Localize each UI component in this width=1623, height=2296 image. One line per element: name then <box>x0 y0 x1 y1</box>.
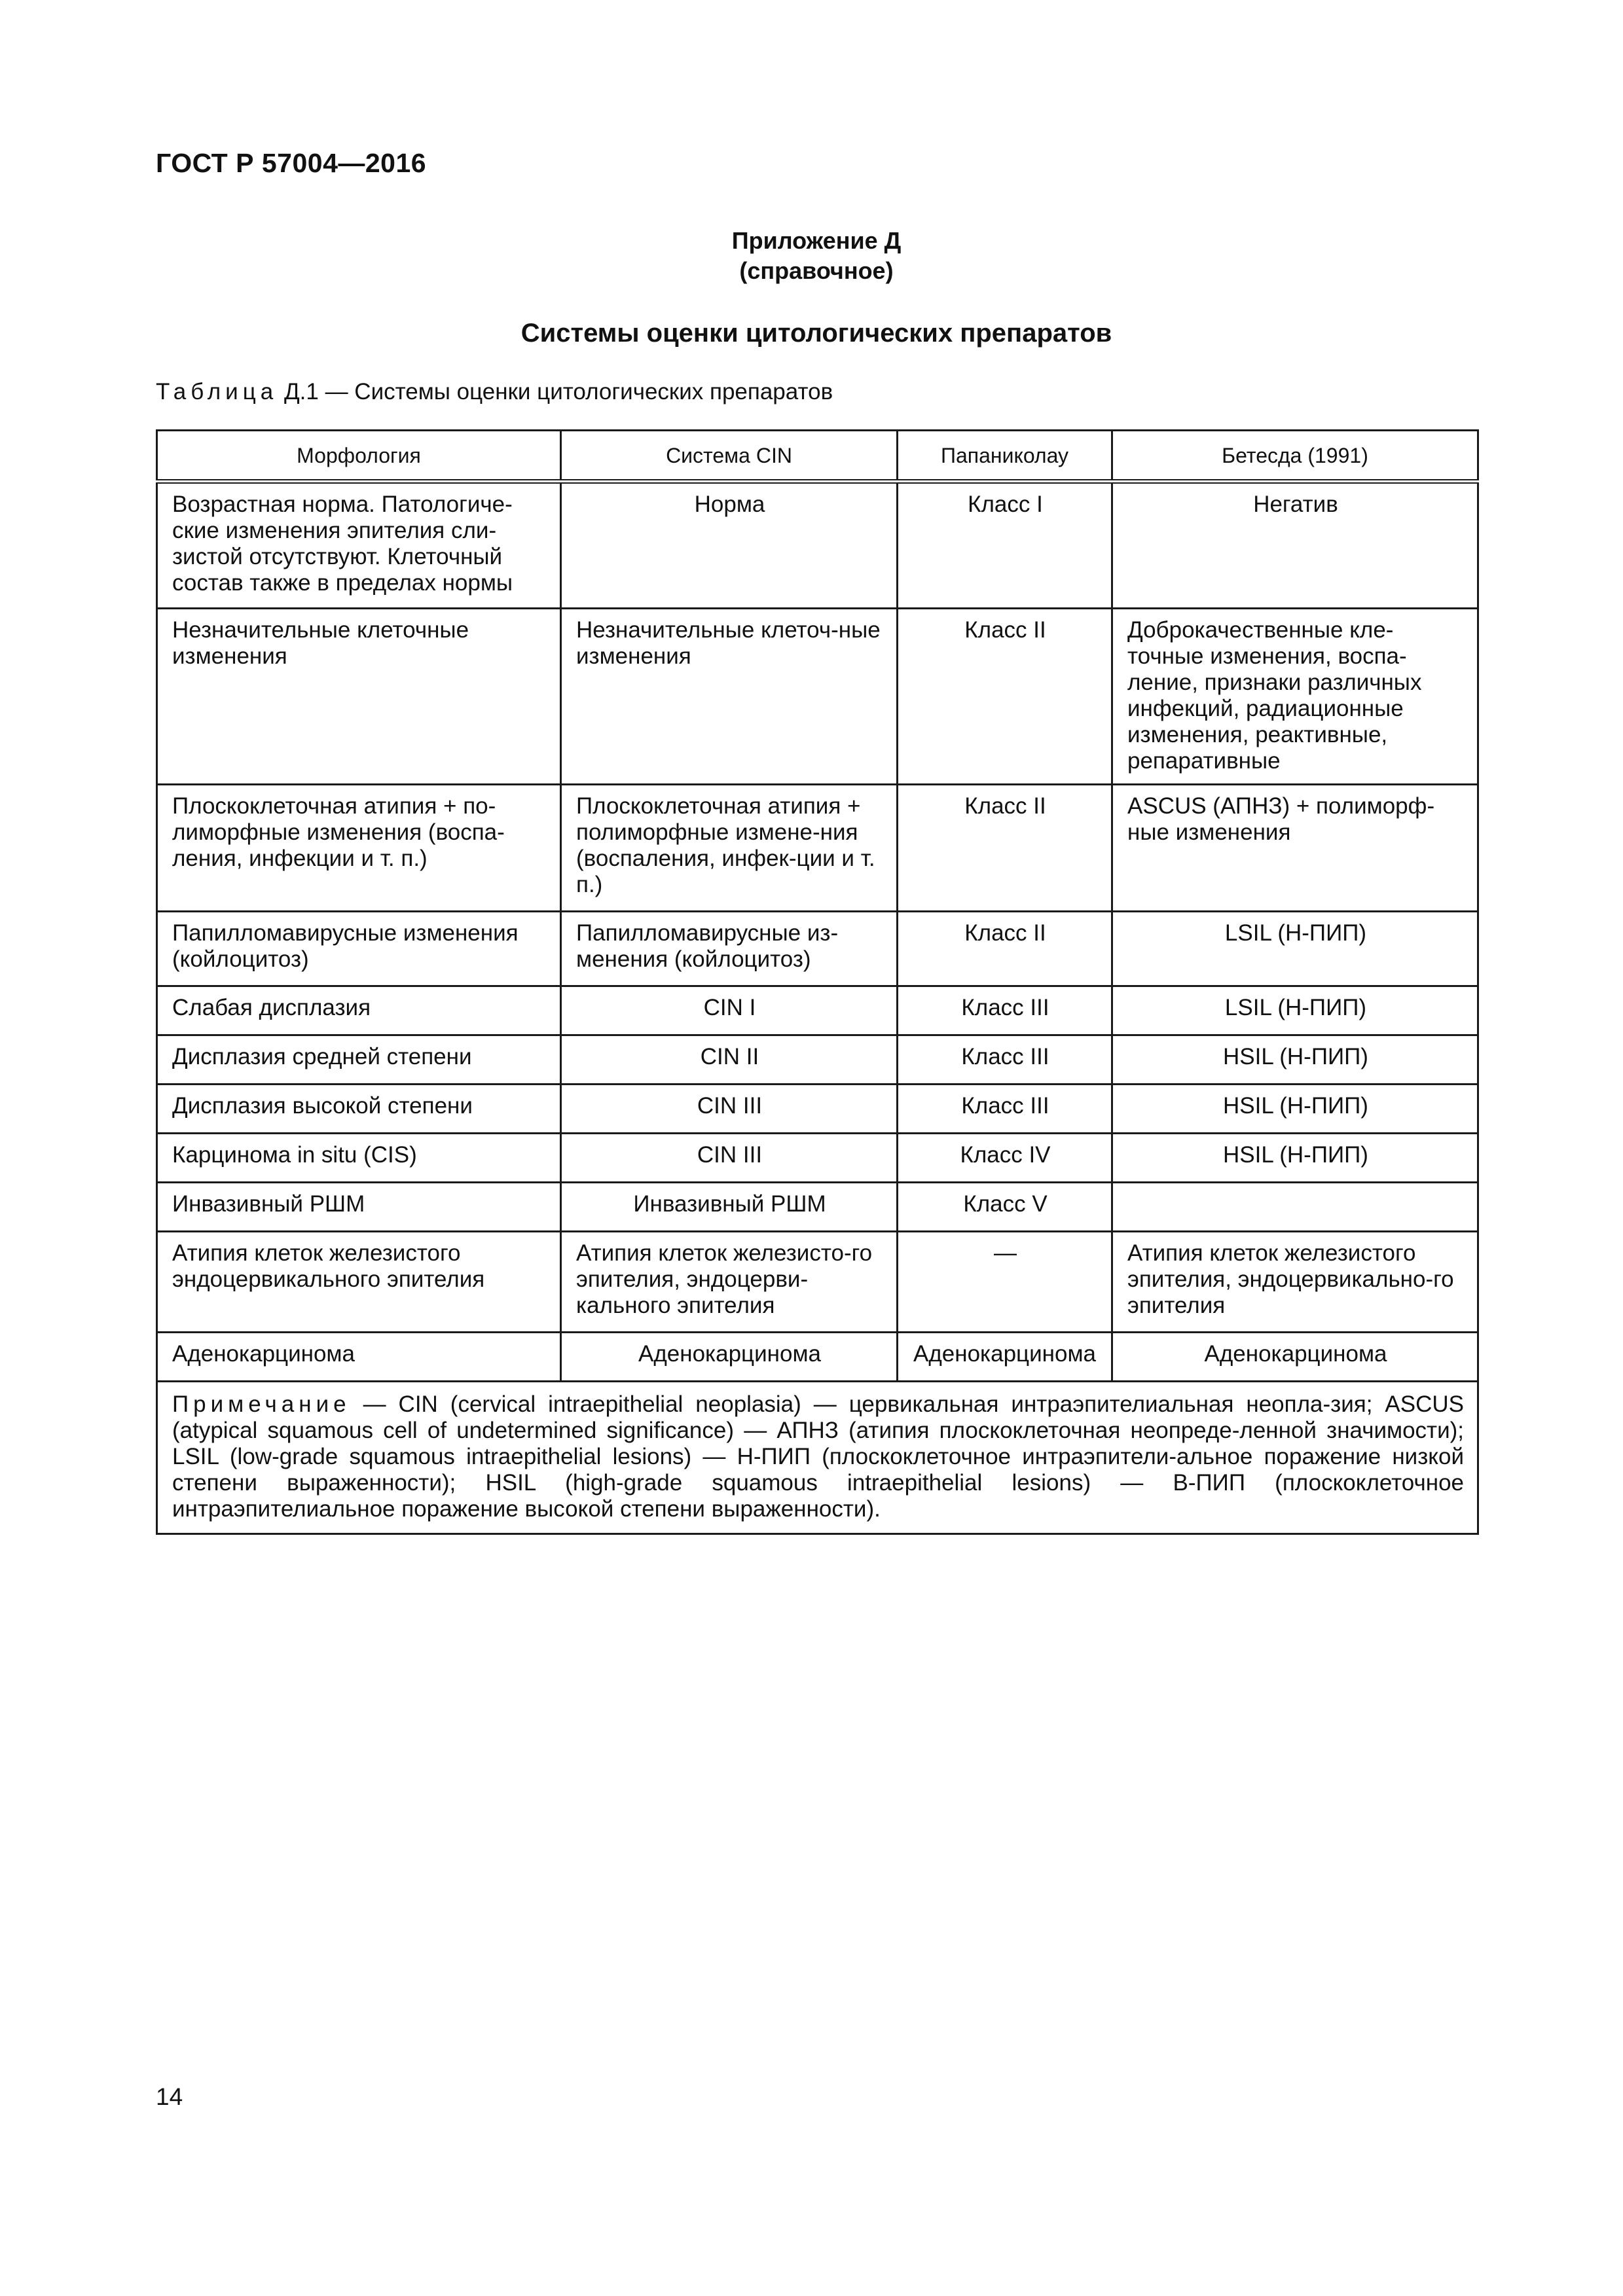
cell-cin: Незначительные клеточ-ные изменения <box>561 609 898 785</box>
table-row <box>157 785 1478 912</box>
cell-cin: Инвазивный РШМ <box>561 1183 898 1232</box>
cell-bethesda: HSIL (Н-ПИП) <box>1112 1085 1478 1134</box>
cell-cin: CIN II <box>561 1035 898 1085</box>
cell-morphology: Слабая дисплазия <box>157 986 561 1035</box>
cell-papanicolaou: Класс II <box>898 912 1112 986</box>
cell-morphology: Аденокарцинома <box>157 1333 561 1382</box>
cell-bethesda: HSIL (Н-ПИП) <box>1112 1134 1478 1183</box>
cell-bethesda: HSIL (Н-ПИП) <box>1112 1035 1478 1085</box>
cell-papanicolaou: Аденокарцинома <box>898 1333 1112 1382</box>
cell-cin: CIN I <box>561 986 898 1035</box>
cell-papanicolaou: Класс II <box>898 609 1112 785</box>
cell-papanicolaou: Класс III <box>898 1035 1112 1085</box>
table-row <box>157 1333 1478 1382</box>
cell-morphology: Карцинома in situ (CIS) <box>157 1134 561 1183</box>
column-header-cin: Система CIN <box>561 431 898 482</box>
section-title: Системы оценки цитологических препаратов <box>520 319 1112 348</box>
cytology-systems-table <box>156 429 1479 1535</box>
cell-morphology: Инвазивный РШМ <box>157 1183 561 1232</box>
table-header-row <box>157 431 1478 482</box>
cell-bethesda <box>1112 1183 1478 1232</box>
cell-bethesda: LSIL (Н-ПИП) <box>1112 986 1478 1035</box>
cell-papanicolaou: — <box>898 1232 1112 1333</box>
cell-morphology: Возрастная норма. Патологиче-ские изменения эпителия сли-зистой отсутствуют. Клеточный состав также в пределах нормы <box>157 482 561 609</box>
table-caption-label: Таблица <box>156 379 278 404</box>
cell-cin: Плоскоклеточная атипия + полиморфные измене-ния (воспаления, инфек-ции и т. п.) <box>561 785 898 912</box>
column-header-bethesda: Бетесда (1991) <box>1112 431 1478 482</box>
table-row <box>157 482 1478 609</box>
cell-bethesda: Доброкачественные кле-точные изменения, воспа-ление, признаки различных инфекций, радиационные изменения, реактивные, репаративные <box>1112 609 1478 785</box>
cell-papanicolaou: Класс III <box>898 1085 1112 1134</box>
cell-morphology: Дисплазия средней степени <box>157 1035 561 1085</box>
table-row <box>157 1232 1478 1333</box>
document-code: ГОСТ Р 57004—2016 <box>156 148 427 178</box>
column-header-morphology: Морфология <box>157 431 561 482</box>
cell-morphology: Дисплазия высокой степени <box>157 1085 561 1134</box>
cell-morphology: Плоскоклеточная атипия + по-лиморфные изменения (воспа-ления, инфекции и т. п.) <box>157 785 561 912</box>
cell-papanicolaou: Класс III <box>898 986 1112 1035</box>
note-text: — CIN (cervical intraepithelial neoplasia) — цервикальная интраэпителиальная неопла-зия; ASCUS (atypical squamous cell of undetermined significance) — АПНЗ (атипия плоскоклеточная неопреде-ленной значимости); LSIL (low-grade squamous intraepithelial lesions) — Н-ПИП (плоскоклеточное интраэпители-альное поражение низкой степени выраженности); HSIL (high-grade squamous intraepithelial lesions) — В-ПИП (плоскоклеточное интраэпителиальное поражение высокой степени выраженности). <box>172 1391 1464 1522</box>
cell-bethesda: Атипия клеток железистого эпителия, эндоцервикально-го эпителия <box>1112 1232 1478 1333</box>
note-label: Примечание <box>172 1391 351 1417</box>
annex-title: Приложение Д <box>731 227 902 254</box>
cell-papanicolaou: Класс IV <box>898 1134 1112 1183</box>
annex-type: (справочное) <box>739 257 894 284</box>
table-note-row <box>157 1382 1478 1534</box>
table-caption <box>156 379 833 405</box>
cell-bethesda: LSIL (Н-ПИП) <box>1112 912 1478 986</box>
cell-bethesda: Аденокарцинома <box>1112 1333 1478 1382</box>
table-row <box>157 1183 1478 1232</box>
cell-bethesda: ASCUS (АПНЗ) + полиморф-ные изменения <box>1112 785 1478 912</box>
table-caption-text: Д.1 — Системы оценки цитологических препаратов <box>283 379 833 404</box>
column-header-papanicolaou: Папаниколау <box>898 431 1112 482</box>
table-note <box>157 1382 1478 1534</box>
table-row <box>157 986 1478 1035</box>
cell-papanicolaou: Класс V <box>898 1183 1112 1232</box>
cell-papanicolaou: Класс I <box>898 482 1112 609</box>
page-number: 14 <box>156 2083 183 2110</box>
table-row <box>157 1085 1478 1134</box>
cell-cin: CIN III <box>561 1134 898 1183</box>
table-row <box>157 609 1478 785</box>
cell-morphology: Папилломавирусные изменения (койлоцитоз) <box>157 912 561 986</box>
cell-cin: Норма <box>561 482 898 609</box>
cell-cin: CIN III <box>561 1085 898 1134</box>
cell-papanicolaou: Класс II <box>898 785 1112 912</box>
table-row <box>157 912 1478 986</box>
table-row <box>157 1035 1478 1085</box>
cell-morphology: Атипия клеток железистого эндоцервикального эпителия <box>157 1232 561 1333</box>
cell-bethesda: Негатив <box>1112 482 1478 609</box>
cell-morphology: Незначительные клеточные изменения <box>157 609 561 785</box>
cell-cin: Папилломавирусные из-менения (койлоцитоз) <box>561 912 898 986</box>
table-row <box>157 1134 1478 1183</box>
cell-cin: Атипия клеток железисто-го эпителия, эндоцерви-кального эпителия <box>561 1232 898 1333</box>
cell-cin: Аденокарцинома <box>561 1333 898 1382</box>
